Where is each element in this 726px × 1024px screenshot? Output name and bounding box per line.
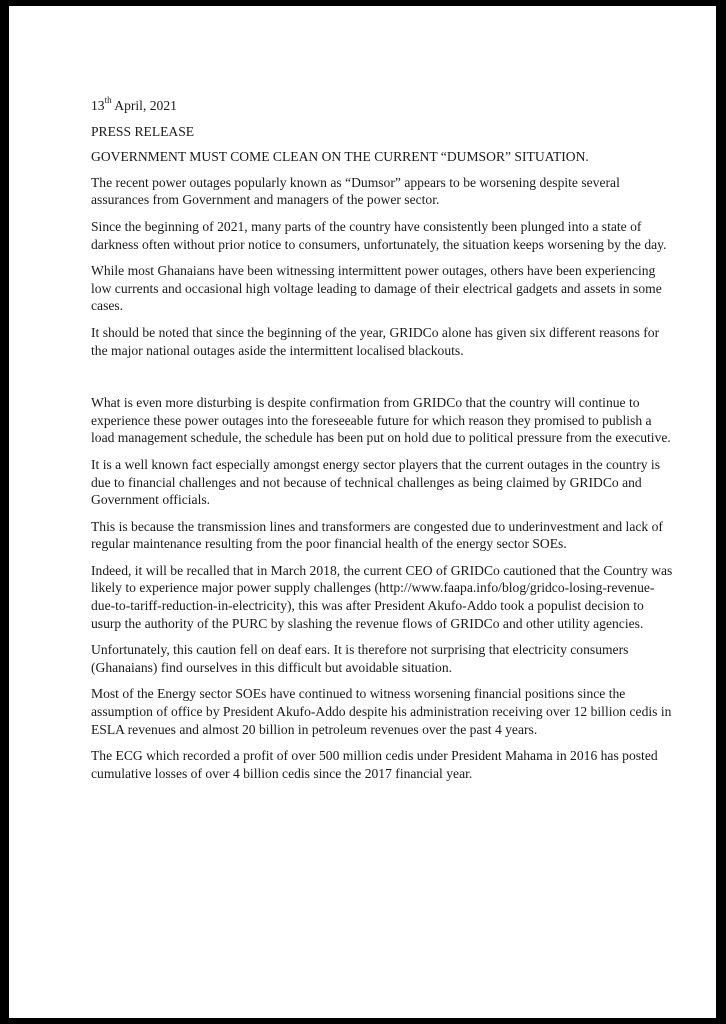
paragraph: The recent power outages popularly known as “Dumsor” appears to be worsening despite several assurances from Government and managers of the power sector.: [91, 174, 620, 208]
date-suffix: th: [104, 95, 112, 106]
document-page: [9, 6, 716, 1018]
headline: GOVERNMENT MUST COME CLEAN ON THE CURRENT “DUMSOR” SITUATION.: [91, 149, 589, 165]
release-date: [91, 97, 676, 115]
paragraph: This is because the transmission lines and transformers are congested due to underinvestment and lack of regular maintenance resulting from the poor financial health of the energy sector SOEs.: [91, 518, 663, 552]
paragraph: Indeed, it will be recalled that in March 2018, the current CEO of GRIDCo cautioned that the Country was likely to experience major power supply challenges (http://www.faapa.info/blog/gridco-losing-revenue-due-to-tariff-reduction-in-electricity), this was after President Akufo-Addo took a populist decision to usurp the authority of the PURC by slashing the revenue flows of GRIDCo and other utility agencies.: [91, 562, 673, 631]
paragraph: Unfortunately, this caution fell on deaf ears. It is therefore not surprising that electricity consumers (Ghanaians) find ourselves in this difficult but avoidable situation.: [91, 642, 629, 675]
paragraph: The ECG which recorded a profit of over 500 million cedis under President Mahama in 2016 has posted cumulative losses of over 4 billion cedis since the 2017 financial year.: [91, 748, 658, 781]
release-label: PRESS RELEASE: [91, 123, 195, 139]
date-rest: April, 2021: [111, 98, 177, 113]
paragraph: While most Ghanaians have been witnessing intermittent power outages, others have been experiencing low currents and occasional high voltage leading to damage of their electrical gadgets and assets in some cases.: [91, 263, 662, 314]
paragraph: Since the beginning of 2021, many parts of the country have consistently been plunged into a state of darkness often without prior notice to consumers, unfortunately, the situation keeps worsening by the day.: [91, 218, 667, 252]
paragraph: Most of the Energy sector SOEs have continued to witness worsening financial positions since the assumption of office by President Akufo-Addo despite his administration receiving over 12 billion cedis in ESLA revenues and almost 20 billion in petroleum revenues over the past 4 years.: [91, 686, 672, 737]
paragraph: What is even more disturbing is despite confirmation from GRIDCo that the country will continue to experience these power outages into the foreseeable future for which reason they promised to publish a load management schedule, the schedule has been put on hold due to political pressure from the executive.: [91, 395, 671, 446]
paragraph: It is a well known fact especially amongst energy sector players that the current outages in the country is due to financial challenges and not because of technical challenges as being claimed by GRIDCo and Government officials.: [91, 456, 660, 508]
date-day: 13: [91, 98, 105, 113]
paragraph: It should be noted that since the beginning of the year, GRIDCo alone has given six different reasons for the major national outages aside the intermittent localised blackouts.: [91, 324, 660, 358]
